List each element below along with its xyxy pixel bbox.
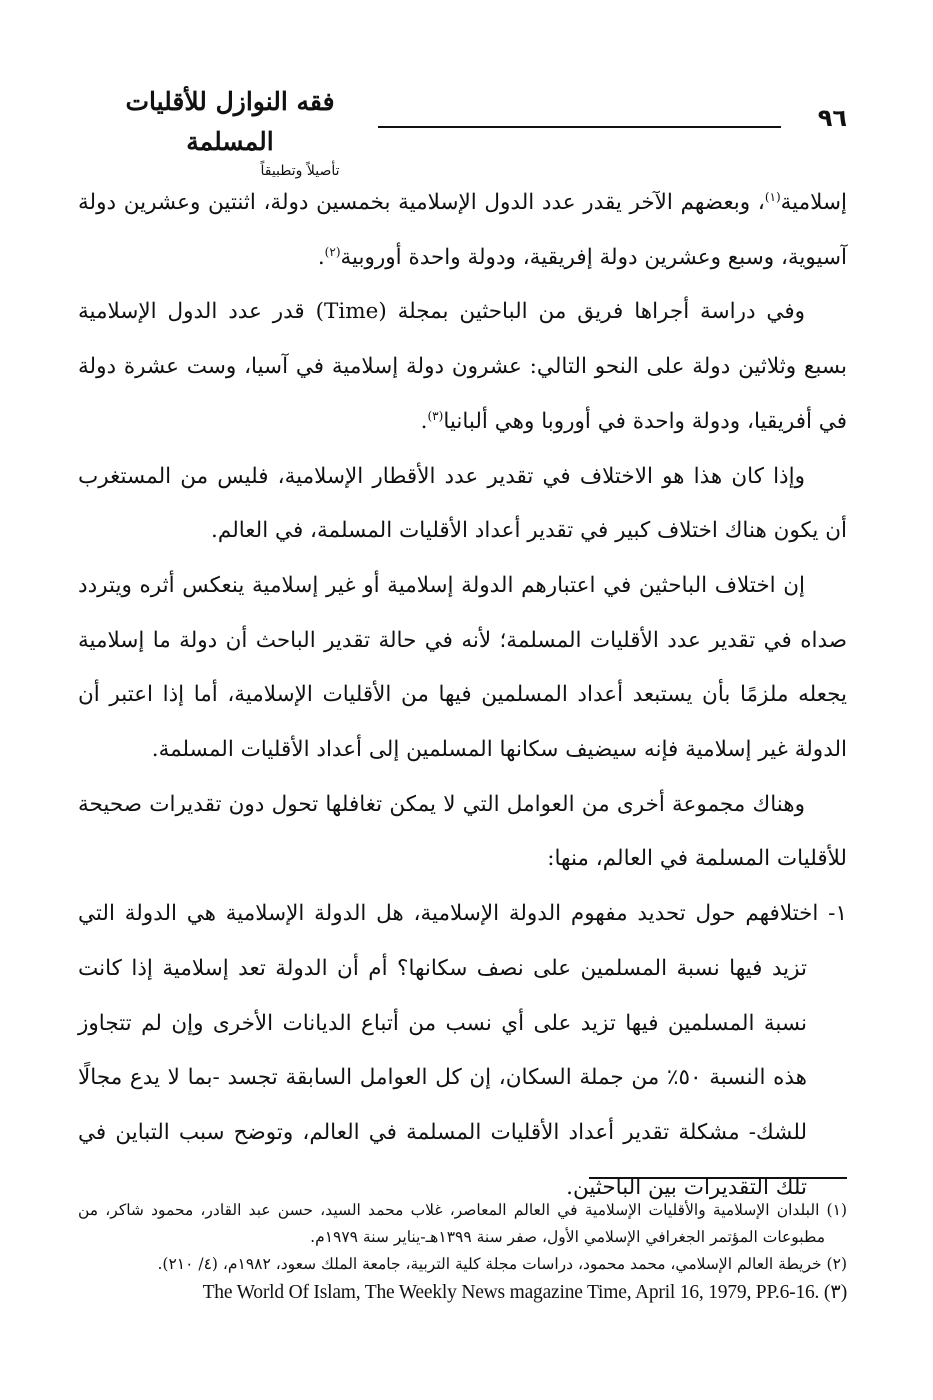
footnote: The World Of Islam, The Weekly News magazine Time, April 16, 1979, PP.6-16. (٣) <box>202 1282 847 1303</box>
page-header <box>78 78 853 179</box>
paragraph: وفي دراسة أجراها فريق من الباحثين بمجلة (Time) قدر عدد الدول الإسلامية بسبع وثلاثين دولة على النحو التالي: عشرون دولة إسلامية في آسيا، وست عشرة دولة في أفريقيا، ودولة واحدة في أوروبا وهي ألبانيا$^{(٣)}$. <box>78 299 847 434</box>
paragraph: وهناك مجموعة أخرى من العوامل التي لا يمكن تغافلها تحول دون تقديرات صحيحة للأقليات المسلمة في العالم، منها: <box>78 791 847 872</box>
paragraph: إسلامية$^{(١)}$، وبعضهم الآخر يقدر عدد الدول الإسلامية بخمسين دولة، اثنتين وعشرين دولة آسيوية، وسبع وعشرين دولة إفريقية، ودولة واحدة أوروبية$^{(٢)}$. <box>78 189 847 270</box>
footnote-ref[interactable]: (٢) <box>324 244 341 259</box>
main-text <box>78 176 847 1215</box>
footnotes <box>78 1197 847 1308</box>
book-subtitle: تأصيلاً وتطبيقاً <box>260 163 340 179</box>
header-divider <box>378 126 781 128</box>
book-title-logo <box>84 82 376 179</box>
footnote-divider <box>589 1177 847 1179</box>
paragraph: إن اختلاف الباحثين في اعتبارهم الدولة إسلامية أو غير إسلامية ينعكس أثره ويتردد صداه في تقدير عدد الأقليات المسلمة؛ لأنه في حالة تقدير الباحث أن دولة ما إسلامية يجعله ملزمًا بأن يستبعد أعداد المسلمين فيها من الأقليات الإسلامية، أما إذا اعتبر أن الدولة غير إسلامية فإنه سيضيف سكانها المسلمين إلى أعداد الأقليات المسلمة. <box>78 572 847 763</box>
list-item: ١- اختلافهم حول تحديد مفهوم الدولة الإسلامية، هل الدولة الإسلامية هي الدولة التي تزيد فيها نسبة المسلمين على نصف سكانها؟ أم أن الدولة تعد إسلامية إذا كانت نسبة المسلمين فيها تزيد على أي نسب من أتباع الديانات الأخرى وإن لم تتجاوز هذه النسبة ٥٠٪ من جملة السكان، إن كل العوامل السابقة تجسد -بما لا يدع مجالًا للشك- مشكلة تقدير أعداد الأقليات المسلمة في العالم، وتوضح سبب التباين في تلك التقديرات بين الباحثين. <box>78 901 847 1200</box>
paragraph: وإذا كان هذا هو الاختلاف في تقدير عدد الأقطار الإسلامية، فليس من المستغرب أن يكون هناك اختلاف كبير في تقدير أعداد الأقليات المسلمة، في العالم. <box>78 463 847 544</box>
page-number: ٩٦ <box>817 104 847 132</box>
footnote-ref[interactable]: (١) <box>764 189 781 204</box>
footnote: (١) البلدان الإسلامية والأقليات الإسلامية في العالم المعاصر، غلاب محمد السيد، حسن عبد القادر، محمود شاكر، من مطبوعات المؤتمر الجغرافي الإسلامي الأول، صفر سنة ١٣٩٩هـ-يناير سنة ١٩٧٩م. <box>78 1201 847 1246</box>
book-title: فقه النوازل للأقليات المسلمة <box>125 87 335 156</box>
footnote: (٢) خريطة العالم الإسلامي، محمد محمود، دراسات مجلة كلية التربية، جامعة الملك سعود، ١٩٨٢م، (٤/ ٢١٠). <box>157 1255 847 1273</box>
footnote-ref[interactable]: (٣) <box>427 408 444 423</box>
